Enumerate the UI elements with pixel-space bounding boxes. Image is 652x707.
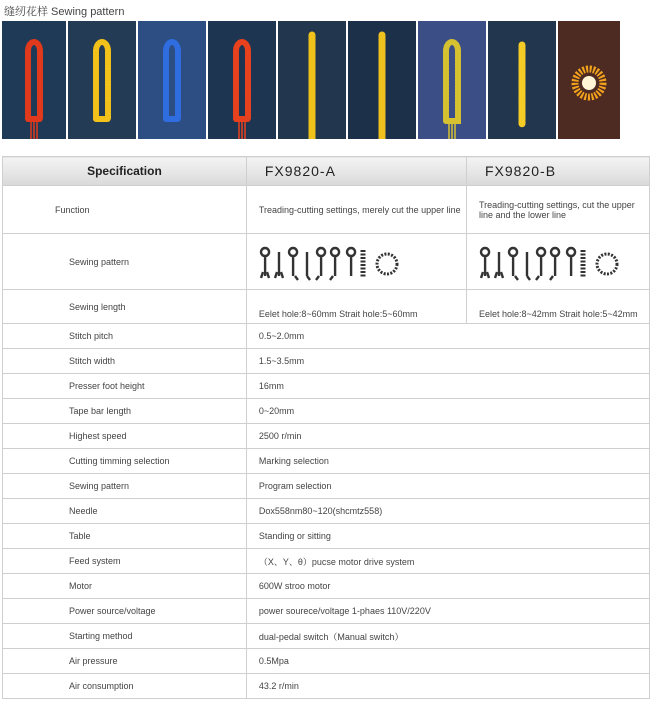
swatch-yellow-straight-short-buttonhole bbox=[488, 21, 556, 139]
spec-row-label: Feed system bbox=[3, 549, 247, 574]
spec-row-label: Cutting timming selection bbox=[3, 449, 247, 474]
spec-row-label: Air consumption bbox=[3, 674, 247, 699]
spec-row-value: 2500 r/min bbox=[246, 424, 649, 449]
sewing-pattern-icons-a bbox=[246, 234, 466, 290]
spec-row bbox=[3, 649, 650, 674]
specification-table bbox=[2, 156, 650, 699]
page-title: 缝纫花样 Sewing pattern bbox=[4, 6, 125, 18]
spec-header-row bbox=[3, 157, 650, 186]
spec-row-label: Presser foot height bbox=[3, 374, 247, 399]
swatch-red-eyelet-buttonhole bbox=[2, 21, 66, 139]
spec-row-label: Highest speed bbox=[3, 424, 247, 449]
spec-row bbox=[3, 349, 650, 374]
spec-row-value: （X、Y、θ）pucse motor drive system bbox=[246, 549, 649, 574]
swatch-yellow-eyelet-bartack bbox=[418, 21, 486, 139]
spec-row-value: 0.5~2.0mm bbox=[246, 324, 649, 349]
spec-row-value: 600W stroo motor bbox=[246, 574, 649, 599]
spec-row-value: Standing or sitting bbox=[246, 524, 649, 549]
sewing-pattern-label: Sewing pattern bbox=[3, 234, 247, 290]
spec-row-value: Marking selection bbox=[246, 449, 649, 474]
swatch-blue-eyelet-buttonhole bbox=[138, 21, 206, 139]
sewing-length-a: Eelet hole:8~60mm Strait hole:5~60mm bbox=[246, 290, 466, 324]
spec-row bbox=[3, 674, 650, 699]
spec-row bbox=[3, 499, 650, 524]
swatch-yellow-eyelet-buttonhole bbox=[68, 21, 136, 139]
spec-header-label: Specification bbox=[3, 157, 247, 186]
spec-row bbox=[3, 574, 650, 599]
sewing-length-label: Sewing length bbox=[3, 290, 247, 324]
sewing-length-b: Eelet hole:8~42mm Strait hole:5~42mm bbox=[467, 290, 650, 324]
spec-row-label: Table bbox=[3, 524, 247, 549]
spec-row bbox=[3, 374, 650, 399]
spec-row bbox=[3, 424, 650, 449]
swatch-orange-circle-eyelet bbox=[558, 21, 620, 139]
spec-row-label: Power source/voltage bbox=[3, 599, 247, 624]
function-a: Treading-cutting settings, merely cut the upper line bbox=[246, 186, 466, 234]
buttonhole-pattern-icons-a bbox=[259, 242, 429, 282]
sewing-length-row bbox=[3, 290, 650, 324]
spec-row-value: 16mm bbox=[246, 374, 649, 399]
function-row bbox=[3, 186, 650, 234]
spec-row-value: Dox558nm80~120(shcmtz558) bbox=[246, 499, 649, 524]
sewing-pattern-photos bbox=[2, 21, 632, 139]
swatch-yellow-straight-buttonhole bbox=[278, 21, 346, 139]
sewing-pattern-icons-row bbox=[3, 234, 650, 290]
spec-row bbox=[3, 324, 650, 349]
spec-row-label: Sewing pattern bbox=[3, 474, 247, 499]
spec-row-value: 0.5Mpa bbox=[246, 649, 649, 674]
spec-row bbox=[3, 449, 650, 474]
spec-row-value: 43.2 r/min bbox=[246, 674, 649, 699]
spec-row bbox=[3, 399, 650, 424]
swatch-red-eyelet-long-buttonhole bbox=[208, 21, 276, 139]
model-b-heading: FX9820-B bbox=[467, 157, 650, 186]
spec-row-label: Stitch width bbox=[3, 349, 247, 374]
spec-row bbox=[3, 474, 650, 499]
spec-row bbox=[3, 524, 650, 549]
buttonhole-pattern-icons-b bbox=[479, 242, 649, 282]
spec-row bbox=[3, 599, 650, 624]
spec-row-label: Motor bbox=[3, 574, 247, 599]
spec-row-value: 0~20mm bbox=[246, 399, 649, 424]
spec-row-value: Program selection bbox=[246, 474, 649, 499]
function-label: Function bbox=[3, 186, 247, 234]
function-b: Treading-cutting settings, cut the upper line and the lower line bbox=[467, 186, 650, 234]
spec-row-label: Stitch pitch bbox=[3, 324, 247, 349]
spec-row-value: 1.5~3.5mm bbox=[246, 349, 649, 374]
spec-row-value: power sourece/voltage 1-phaes 110V/220V bbox=[246, 599, 649, 624]
spec-row bbox=[3, 624, 650, 649]
model-a-heading: FX9820-A bbox=[246, 157, 466, 186]
spec-row-label: Needle bbox=[3, 499, 247, 524]
spec-row-label: Tape bar length bbox=[3, 399, 247, 424]
spec-row-value: dual-pedal switch（Manual switch） bbox=[246, 624, 649, 649]
spec-row-label: Air pressure bbox=[3, 649, 247, 674]
swatch-yellow-straight-buttonhole-2 bbox=[348, 21, 416, 139]
sewing-pattern-icons-b bbox=[467, 234, 650, 290]
spec-row bbox=[3, 549, 650, 574]
spec-row-label: Starting method bbox=[3, 624, 247, 649]
